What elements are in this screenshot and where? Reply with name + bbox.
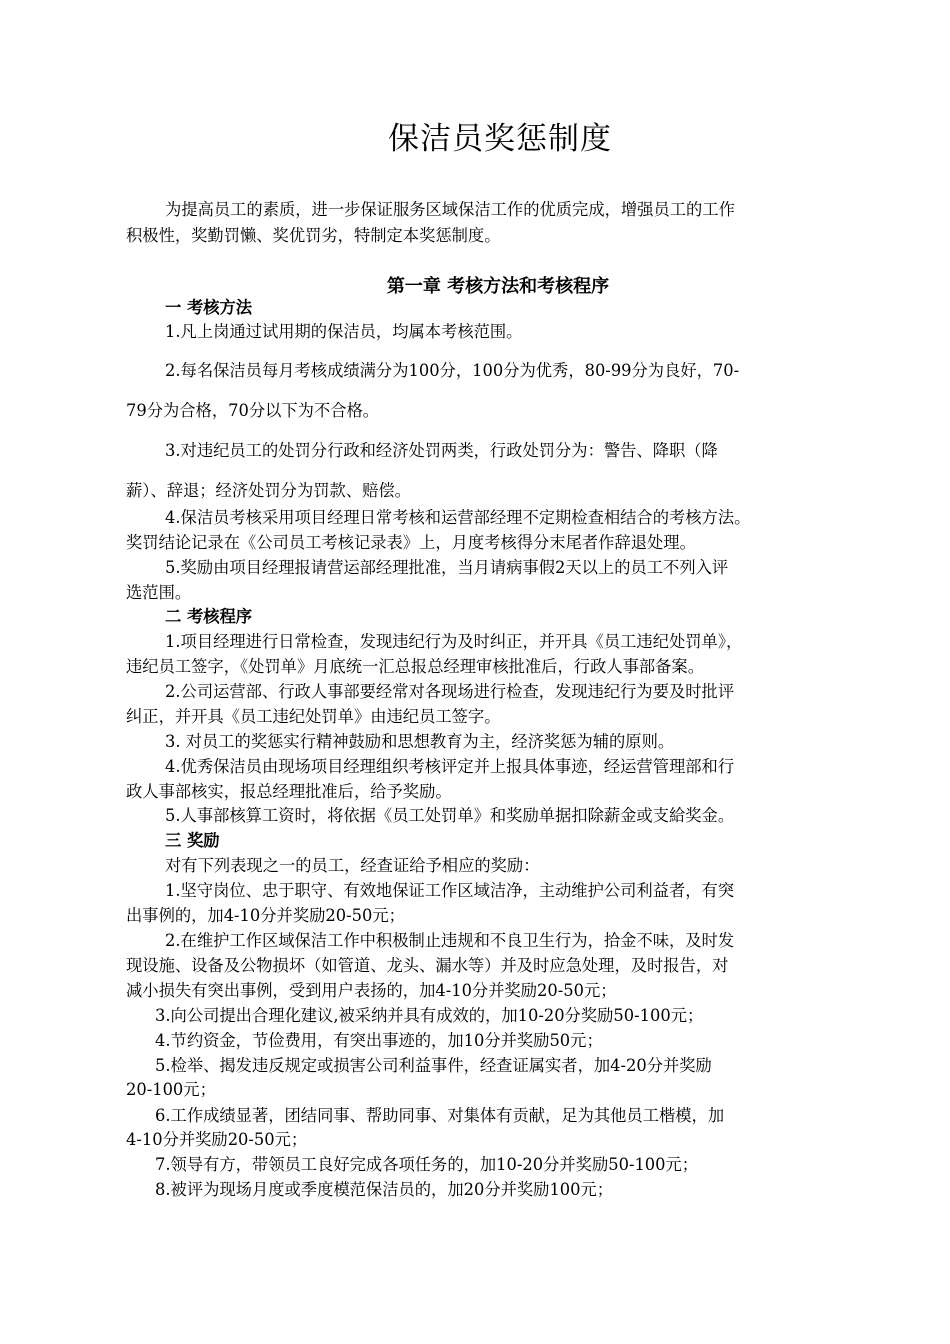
reward-line: 现设施、设备及公物损坏（如管道、龙头、漏水等）并及时应急处理，及时报告，对 (126, 956, 729, 975)
section-heading-method: 一 考核方法 (165, 298, 253, 317)
reward-line: 对有下列表现之一的员工，经查证给予相应的奖励： (165, 856, 540, 875)
reward-line: 3.向公司提出合理化建议,被采纳并具有成效的，加10-20分奖励50-100元； (155, 1006, 704, 1025)
reward-line: 1.坚守岗位、忠于职守、有效地保证工作区域洁净，主动维护公司利益者，有突 (165, 881, 735, 900)
method-line: 1.凡上岗通过试用期的保洁员，均属本考核范围。 (165, 322, 523, 341)
procedure-line: 政人事部核实，报总经理批准后，给予奖励。 (126, 782, 452, 801)
method-line: 5.奖励由项目经理报请营运部经理批准，当月请病事假2天以上的员工不列入评 (165, 558, 729, 577)
method-line: 选范围。 (126, 583, 192, 602)
method-line: 79分为合格，70分以下为不合格。 (126, 401, 380, 420)
method-line: 薪）、辞退；经济处罚分为罚款、赔偿。 (126, 481, 411, 500)
document-title: 保洁员奖惩制度 (388, 121, 612, 157)
chapter-title: 第一章 考核方法和考核程序 (386, 276, 610, 297)
procedure-line: 5.人事部核算工资时，将依据《员工处罚单》和奖励单据扣除薪金或支給奖金。 (165, 806, 735, 825)
procedure-line: 2.公司运营部、行政人事部要经常对各现场进行检查，发现违纪行为要及时批评 (165, 682, 735, 701)
reward-line: 8.被评为现场月度或季度模范保洁员的，加20分并奖励100元； (155, 1180, 614, 1199)
procedure-line: 纠正，并开具《员工违纪处罚单》由违纪员工签字。 (126, 707, 501, 726)
method-line: 奖罚结论记录在《公司员工考核记录表》上，月度考核得分末尾者作辞退处理。 (126, 533, 696, 552)
reward-line: 减小损失有突出事例，受到用户表扬的，加4-10分并奖励20-50元； (126, 981, 617, 1000)
section-heading-procedure: 二 考核程序 (165, 607, 253, 626)
reward-line: 5.检举、揭发违反规定或损害公司利益事件，经查证属实者，加4-20分并奖励 (155, 1056, 712, 1075)
intro-line: 积极性，奖勤罚懒、奖优罚劣，特制定本奖惩制度。 (126, 226, 501, 245)
method-line: 4.保洁员考核采用项目经理日常考核和运营部经理不定期检查相结合的考核方法。 (165, 508, 751, 527)
reward-line: 7.领导有方，带领员工良好完成各项任务的，加10-20分并奖励50-100元； (155, 1155, 699, 1174)
reward-line: 4.节约资金，节俭费用，有突出事迹的，加10分并奖励50元； (155, 1031, 603, 1050)
intro-line: 为提高员工的素质，进一步保证服务区域保洁工作的优质完成，增强员工的工作 (165, 200, 735, 219)
procedure-line: 1.项目经理进行日常检查，发现违纪行为及时纠正，并开具《员工违纪处罚单》， (165, 632, 743, 651)
reward-line: 6.工作成绩显著，团结同事、帮助同事、对集体有贡献，足为其他员工楷模，加 (155, 1106, 725, 1125)
section-heading-reward: 三 奖励 (165, 831, 220, 850)
method-line: 2.每名保洁员每月考核成绩满分为100分，100分为优秀，80-99分为良好，70- (165, 361, 740, 380)
reward-line: 2.在维护工作区域保洁工作中积极制止违规和不良卫生行为，拾金不味，及时发 (165, 931, 735, 950)
method-line: 3.对违纪员工的处罚分行政和经济处罚两类，行政处罚分为：警告、降职（降 (165, 441, 718, 460)
reward-line: 4-10分并奖励20-50元； (126, 1130, 308, 1149)
procedure-line: 4.优秀保洁员由现场项目经理组织考核评定并上报具体事迹，经运营管理部和行 (165, 757, 735, 776)
procedure-line: 3. 对员工的奖惩实行精神鼓励和思想教育为主，经济奖惩为辅的原则。 (165, 732, 675, 751)
reward-line: 出事例的，加4-10分并奖励20-50元； (126, 906, 405, 925)
reward-line: 20-100元； (126, 1080, 216, 1099)
procedure-line: 违纪员工签字，《处罚单》月底统一汇总报总经理审核批准后，行政人事部备案。 (126, 657, 704, 676)
